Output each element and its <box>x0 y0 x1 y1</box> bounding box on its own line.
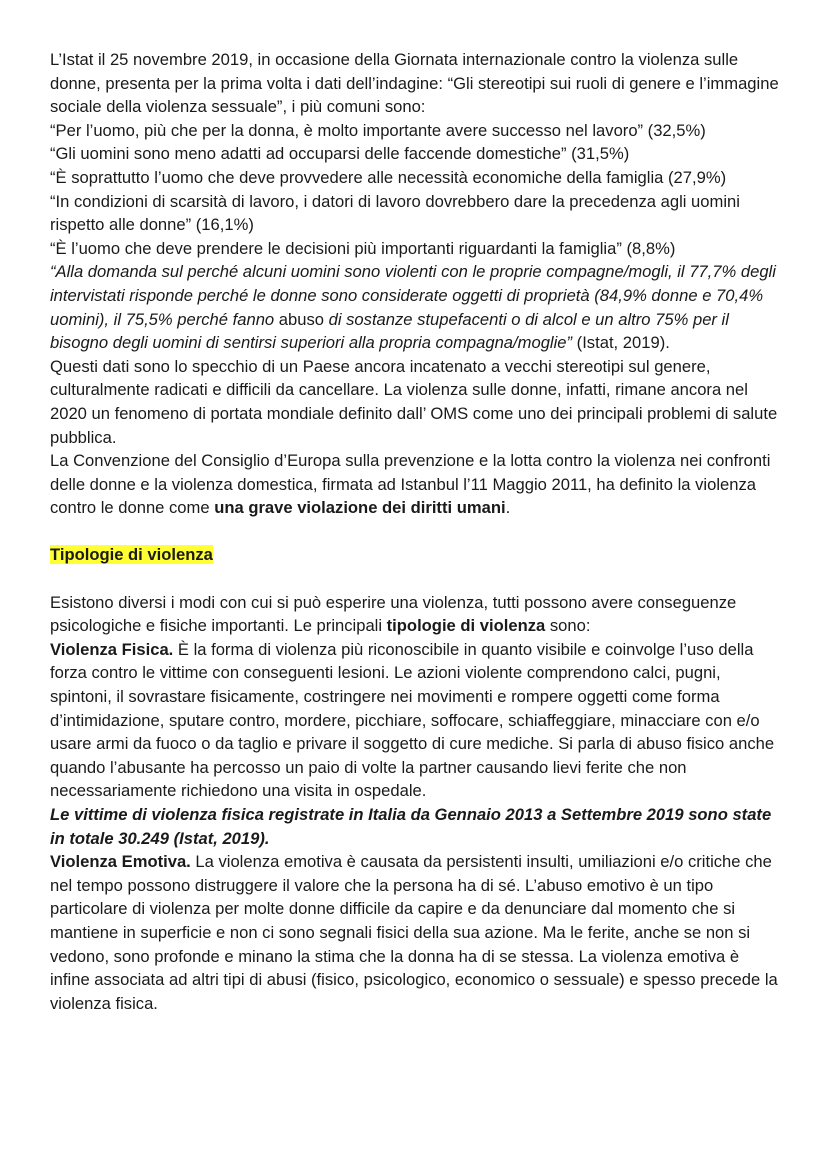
survey-quote-paragraph <box>50 260 780 354</box>
types-intro-text: Esistono diversi i modi con cui si può esperire una violenza, tutti possono avere conseguenze psicologiche e fisiche importanti. Le principali <box>50 592 737 636</box>
section-heading-text: Tipologie di violenza <box>50 545 213 565</box>
physical-violence-text: È la forma di violenza più riconoscibile in quanto visibile e coinvolge l’uso della forza contro le vittime con conseguenti lesioni. Le azioni violente comprendono calci, pugni, spintoni, il sovrastare fisicamente, costringere nei movimenti e rompere oggetti come forma d’intimidazione, sputare contro, mordere, picchiare, soffocare, schiaffeggiare, minacciare con e/o usare armi da fuoco o da taglio e privare il soggetto di cure mediche. Si parla di abuso fisico anche quando l’abusante ha percosso un paio di volte la partner causando lievi ferite che non necessariamente richiedono una visita in ospedale. <box>50 639 775 801</box>
survey-quote-source: (Istat, 2019). <box>572 333 670 353</box>
physical-violence-title: Violenza Fisica. <box>50 639 174 659</box>
stereotype-quote-4: “In condizioni di scarsità di lavoro, i datori di lavoro dovrebbero dare la precedenza agli uomini rispetto alle donne” (16,1%) <box>50 191 740 235</box>
document-page <box>50 48 780 1015</box>
types-emphasis: tipologie di violenza <box>386 616 546 636</box>
stereotype-quote-3: “È soprattutto l’uomo che deve provvedere alle necessità economiche della famiglia (27,9%) <box>50 167 727 187</box>
emotional-violence-text: La violenza emotiva è causata da persistenti insulti, umiliazioni e/o critiche che nel tempo possono distruggere il valore che la persona ha di sé. L’abuso emotivo è un tipo particolare di violenza per molte donne difficile da capire e da denunciare dal momento che si mantiene in superficie e non ci sono segnali fisici della sua azione. Ma le ferite, anche se non si vedono, sono profonde e minano la stima che la donna ha di se stessa. La violenza emotiva è infine associata ad altri tipi di abusi (fisico, psicologico, economico o sessuale) e spesso precede la violenza fisica. <box>50 852 778 1013</box>
istanbul-end: . <box>505 498 511 518</box>
stereotype-quote-1: “Per l’uomo, più che per la donna, è molto importante avere successo nel lavoro” (32,5%) <box>50 120 706 140</box>
section-heading <box>50 543 780 567</box>
survey-quote-text-2: di sostanze stupefacenti o di alcol e un altro 75% per il bisogno degli uomini di sentirsi superiori alla propria compagna/moglie” <box>50 309 729 353</box>
emotional-violence-paragraph <box>50 850 780 1015</box>
istanbul-text: La Convenzione del Consiglio d’Europa sulla prevenzione e la lotta contro la violenza nei confronti delle donne e la violenza domestica, firmata ad Istanbul l’11 Maggio 2011, ha definito la violenza contro le donne come <box>50 451 771 518</box>
physical-violence-statistic: Le vittime di violenza fisica registrate in Italia da Gennaio 2013 a Settembre 2019 sono state in totale 30.249 (Istat, 2019). <box>50 805 772 848</box>
stereotypes-paragraph: Questi dati sono lo specchio di un Paese ancora incatenato a vecchi stereotipi sul genere, culturalmente radicati e difficili da cancellare. La violenza sulle donne, infatti, rimane ancora nel 2020 un fenomeno di portata mondiale definito dall’ OMS come uno dei principali problemi di salute pubblica. <box>50 356 778 447</box>
stereotype-quote-5: “È l’uomo che deve prendere le decisioni più importanti riguardanti la famiglia” (8,8%) <box>50 238 676 258</box>
types-intro-end: sono: <box>545 616 591 636</box>
intro-paragraph: L’Istat il 25 novembre 2019, in occasione della Giornata internazionale contro la violenza sulle donne, presenta per la prima volta i dati dell’indagine: “Gli stereotipi sui ruoli di genere e l’immagine sociale della violenza sessuale”, i più comuni sono: <box>50 50 779 117</box>
survey-quote-plain: abuso <box>274 309 329 329</box>
types-intro-paragraph <box>50 591 780 638</box>
istanbul-convention-paragraph <box>50 449 780 520</box>
stereotype-quote-2: “Gli uomini sono meno adatti ad occuparsi delle faccende domestiche” (31,5%) <box>50 144 630 164</box>
human-rights-emphasis: una grave violazione dei diritti umani <box>214 498 506 518</box>
physical-violence-paragraph <box>50 638 780 803</box>
survey-quote-text: “Alla domanda sul perché alcuni uomini sono violenti con le proprie compagne/mogli, il 77,7% degli intervistati risponde perché le donne sono considerate oggetti di proprietà (84,9% donne e 70,4% uomini), il 75,5% perché fanno <box>50 262 776 329</box>
emotional-violence-title: Violenza Emotiva. <box>50 852 191 872</box>
